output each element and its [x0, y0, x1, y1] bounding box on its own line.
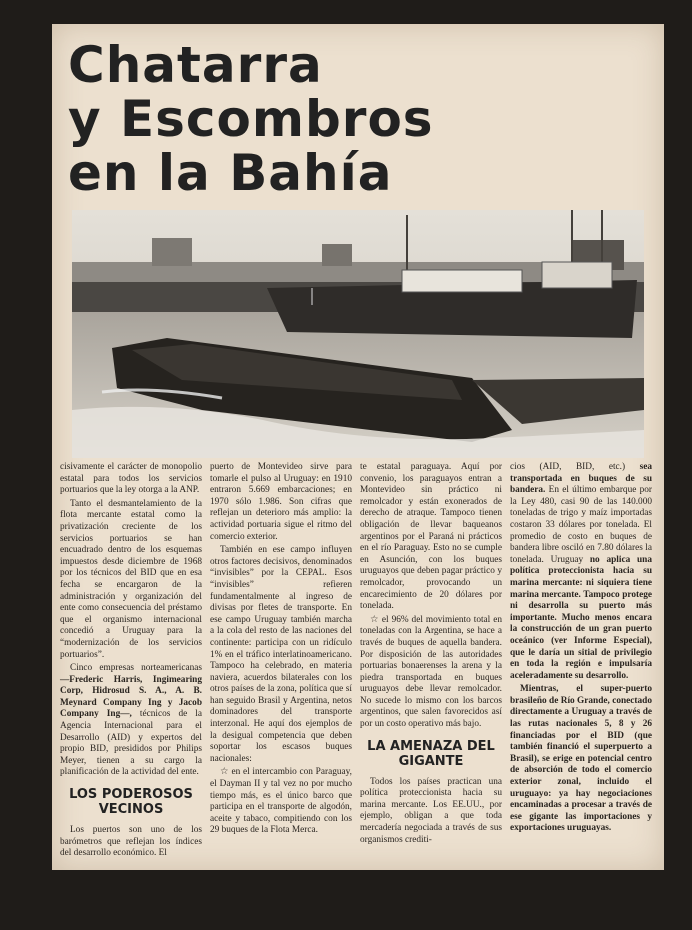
paragraph: Tanto el desmantelamiento de la flota mercante estatal como la privatización creciente de los servicios portuarios se han encuadrado dentro de los esquemas impuestos desde diciembre de 1968 por los técnicos del BID que en esa fecha se encargaron de la administración y organización del ente como consecuencia del préstamo que el organismo internacional concedió a Uruguay para la “modernización de los servicios portuarios”. — [60, 498, 202, 660]
paragraph: También en ese campo influyen otros factores decisivos, denominados “invisibles” por la CEPAL. Esos “invisibles” refieren fundamentalmente al ingreso de divisas por fletes de transporte. En ese campo Uruguay también marcha a la cola del resto de las naciones del continente: participa con un ridículo 1% en el tráfico interlatinoamericano. Tampoco ha celebrado, en materia naviera, acuerdos bilaterales con los otros países de la zona, política que sí han seguido Brasil y Argentina, netos dominadores del transporte interzonal. He aquí dos ejemplos de la desigual competencia que deben soportar los escasos buques nacionales: — [210, 545, 352, 764]
article-body — [60, 462, 660, 860]
paragraph-text: Cinco empresas norteamericanas — [70, 663, 202, 674]
harbor-photo — [72, 210, 644, 458]
paragraph: Todos los países practican una política proteccionista hacia su marina mercante. Los EE.UU., por ejemplo, obligan a que toda mercadería negociada a través de sus organismos crediti- — [360, 776, 502, 845]
paragraph — [510, 462, 652, 682]
paragraph-text: En el último embarque por la Ley 480, casi 90 de las 140.000 toneladas de trigo y maíz importadas costaron 33 dólares por tonelada. El promedio de costo en buques de bandera libre osciló en 7.80 dólares la tonelada. Uruguay — [510, 485, 652, 565]
paragraph-text: Mientras, el super-puerto brasileño de Río Grande, conectado directamente a Uruguay a través de las rutas nacionales 5, 8 y 26 financiadas por el BID (que también financió el superpuerto a Brasil), se erige en potencial centro de absorción de todo el comercio exterior zonal, incluido el uruguayo: — [510, 684, 652, 799]
subheading: LOS PODEROSOS VECINOS — [69, 787, 193, 818]
paragraph: Los puertos son uno de los barómetros que reflejan los índices del desarrollo económico. El — [60, 825, 202, 859]
headline-line-2: y Escombros — [68, 90, 434, 148]
headline-line-3: en la Bahía — [68, 144, 393, 202]
paragraph-text: técnicos de la Agencia Internacional para el Desarrollo (AID) y expertos del propio BID, presididos por Philips Meyer, tienen a su cargo la planificación de la actividad del ente. — [60, 709, 202, 778]
article-column-1 — [60, 462, 202, 862]
headline-line-1: Chatarra — [68, 36, 323, 94]
company-names: —Frederic Harris, Ingimearing Corp, Hidrosud S. A., A. B. Meynard Company Ing y Jacob Company Ing—, — [60, 674, 202, 720]
emphasis-text: sea transportada en buques de su bandera. — [510, 462, 652, 496]
paragraph: puerto de Montevideo sirve para tomarle el pulso al Uruguay: en 1910 entraron 5.669 embarcaciones; en 1970 sólo 1.986. Son cifras que reflejan un deterioro más amplio: la actividad portuaria sigue el ritmo del comercio exterior. — [210, 462, 352, 542]
paragraph: cisivamente el carácter de monopolio estatal para todos los servicios portuarios que la ley otorga a la ANP. — [60, 462, 202, 496]
paragraph — [510, 684, 652, 835]
article-column-2 — [210, 462, 352, 839]
emphasis-text: ya hay negociaciones encaminadas a procesar a través de ese gigante las importaciones y exportaciones uruguayas. — [510, 788, 652, 834]
paragraph-text: cios (AID, BID, etc.) — [510, 462, 640, 472]
subheading: LA AMENAZA DEL GIGANTE — [367, 738, 495, 769]
harbor-photo-illustration — [72, 210, 644, 458]
paragraph: te estatal paraguaya. Aquí por convenio, los paraguayos entran a Montevideo sin práctico ni remolcador y están exonerados de derecho de atraque. Tampoco tienen obligación de llevar baqueanos argentinos por el Paraná ni prácticos en el río Paraguay. Esto no se cumple en Asunción, con los buques uruguayos que deben pagar práctico y remolcador, provocando un encarecimiento de 20 dólares por tonelada. — [360, 462, 502, 612]
article-column-3 — [360, 462, 502, 848]
paragraph: ☆ el 96% del movimiento total en toneladas con la Argentina, se hace a través de buques de aquella bandera. Por disposición de las autoridades portuarias bonaerenses la arena y la piedra transportada en buques uruguayos debe llevar remolcador. No sucede lo mismo con los barcos argentinos, que salen favorecidos así por un costo operativo más bajo. — [360, 614, 502, 730]
article-column-4 — [510, 462, 652, 837]
headline — [68, 38, 628, 200]
paragraph — [60, 663, 202, 779]
paragraph: ☆ en el intercambio con Paraguay, el Dayman II y tal vez no por mucho tiempo más, es el único barco que participa en el transporte de algodón, aceite y tabaco, compitiendo con los 29 buques de la Flota Merca. — [210, 767, 352, 836]
emphasis-text: no aplica una política proteccionista hacia su marina mercante: ni siquiera tiene marina mercante. Tampoco protege ni desarrolla su puerto más importante. Mucho menos encara la construcción de un gran puerto oceánico (ver Informe Especial), que le daría un sitial de privilegio en toda la región e impulsaría aceleradamente su desarrollo. — [510, 554, 652, 681]
